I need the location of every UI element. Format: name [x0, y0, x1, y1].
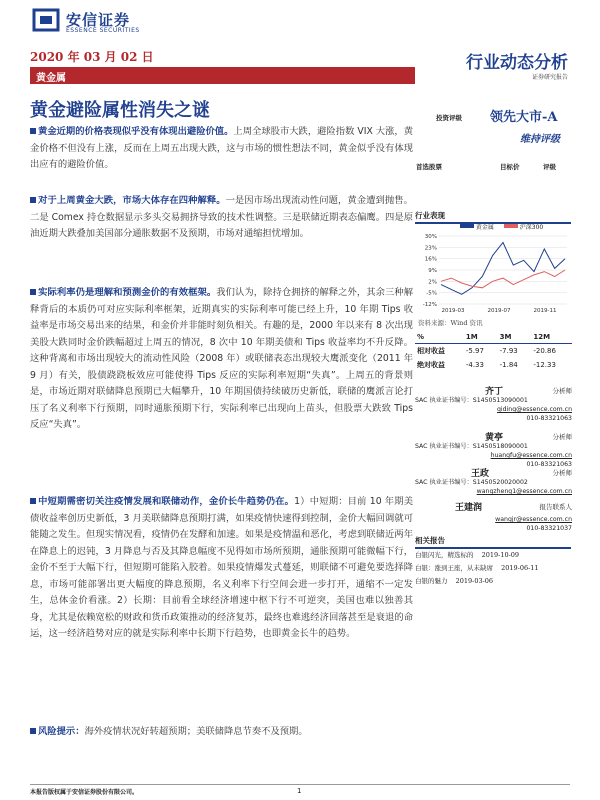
y-tick-label: 23% — [424, 245, 437, 252]
perf-title: 行业表现 — [415, 210, 571, 224]
x-tick-label: 2019-03 — [441, 308, 465, 314]
chart-source: 资料来源：Wind 资讯 — [418, 319, 483, 327]
x-tick-label: 2019-11 — [533, 308, 557, 314]
analyst-role: 分析师 — [552, 433, 572, 441]
logo-subtext: ESSENCE SECURITIES — [66, 27, 140, 34]
page-title: 黄金避险属性消失之谜 — [30, 100, 210, 121]
sector-bar — [30, 67, 415, 84]
analyst-name: 齐丁 — [485, 387, 504, 397]
analyst-phone: 010-83321063 — [526, 415, 572, 422]
rating-action: 维持评级 — [520, 134, 560, 145]
paragraph-3: 实际利率仍是理解和预测金价的有效框架。我们认为，除持仓拥挤的解释之外，其余三种解释背后的本质仍可对应实际利率框架，近期真实的实际利率可能已经上升，10 年期 Tips 收益率是市场交易出来的结果，和金价并非能时刻负相关。有趣的是，2000 年以来有 8 次出现美股大跌同时金价跌幅超过上周五的情况，8 次中 10 年期美债和 Tips 收益率均不升反降。这种背离和市场出现较大的流动性风险（2008 年）或联储表态出现较大鹰派变化（2011 年 9 月）有关，股债跷跷板效应可能使得 Tips 反应的实际利率短期“失真”。上周五的背景则是，市场近期对联储降息预期已大幅攀升，10 年期国债持续破历史新低，联储的鹰派言论打压了名义利率下行预期，同时通胀预期下行，实际利率已出现向上苗头，但股票大跌致 Tips 反应“失真”。 — [30, 287, 413, 430]
table-header-row: % 1M 3M 12M — [415, 331, 572, 344]
report-type: 行业动态分析 — [466, 53, 568, 73]
analyst-phone: 010-83321063 — [526, 461, 572, 468]
analyst-block-1 — [415, 384, 572, 423]
footer-divider — [30, 784, 570, 785]
paragraph-1: 黄金近期的价格表现似乎没有体现出避险价值。上周全球股市大跌，避险指数 VIX 大涨，黄金价格不但没有上涨，反而在上周五出现大跌，这与市场的惯性想法不同，黄金似乎没有体现出应有的避险价值。 — [30, 126, 413, 170]
y-tick-label: -5% — [426, 290, 437, 297]
y-tick-label: 2% — [428, 279, 437, 286]
related-item[interactable] — [415, 562, 572, 575]
report-date: 2020 年 03 月 02 日 — [30, 50, 154, 64]
table-row: 绝对收益 -4.33 -1.84 -12.33 — [417, 360, 556, 369]
stock-col-target: 目标价 — [500, 163, 520, 171]
series-line-0 — [441, 243, 565, 295]
analyst-name: 王建润 — [455, 503, 483, 513]
analyst-email[interactable]: huangfu@essence.com.cn — [490, 452, 572, 459]
stock-col-name: 首选股票 — [416, 163, 442, 171]
analyst-phone: 010-83321037 — [526, 525, 572, 532]
paragraph-4: 中短期需密切关注疫情发展和联储动作，金价长牛趋势仍在。1）中短期：目前 10 年期美债收益率创历史新低，3 月美联储降息预期打满，如果疫情快速得到控制，金价大幅回调就可能随之发生。但现实情况看，疫情仍在发酵和加速。如果是疫情温和恶化，考虑到联储近两年在降息上的迟钝，3 月降息与否及其降息幅度不见得如市场所预期，通胀预期可能微幅下行，金价不至于大幅下行，但短期可能陷入胶着。如果疫情爆发式蔓延，则联储不可避免要选择降息，市场可能部署出更大幅度的降息预期，名义利率下行空间会进一步打开，通缩不一定发生，总体金价看涨。2）长期：目前看全球经济增速中枢下行不可逆突，美国也难以独善其身，尤其是依赖宽松的财政和货币政策推动的经济复苏，最终也难逃经济回落甚至是衰退的命运，这一经济趋势对应的就是实际利率中长期下行趋势，也即黄金长牛的趋势。 — [30, 496, 413, 639]
analyst-email[interactable]: qiding@essence.com.cn — [497, 406, 572, 413]
analyst-name: 黄亭 — [485, 433, 504, 443]
page-number: 1 — [297, 787, 302, 795]
y-tick-label: 30% — [424, 234, 437, 240]
analyst-sac: SAC 执业证书编号：S1450518090001 — [415, 443, 528, 450]
analyst-block-2 — [415, 430, 572, 469]
rating-label: 投资评级 — [436, 114, 462, 122]
analyst-block-3 — [415, 466, 572, 496]
logo-text: 安信证券 — [66, 11, 131, 29]
bullet-icon — [30, 128, 36, 134]
table-row: 相对收益 -5.97 -7.93 -20.86 — [417, 346, 556, 355]
bullet-icon — [30, 289, 36, 295]
report-subtype: 证券研究报告 — [531, 74, 568, 81]
x-tick-label: 2019-07 — [487, 308, 511, 314]
analyst-sac: SAC 执业证书编号：S1450520020002 — [415, 479, 528, 486]
y-tick-label: -12% — [422, 302, 437, 308]
related-item-title: 白银：涨到王座，从未缺席 — [415, 564, 493, 572]
paragraph-5: 风险提示：海外疫情状况好转超预期；美联储降息节奏不及预期。 — [30, 724, 413, 741]
related-item[interactable] — [415, 575, 572, 588]
rating-value: 领先大市-A — [490, 110, 558, 125]
analyst-block-4 — [415, 500, 572, 533]
y-tick-label: 9% — [428, 268, 437, 274]
legend-hs300: 沪深300 — [519, 224, 544, 231]
analyst-role: 报告联系人 — [539, 503, 572, 511]
related-item-title: 白银的魅力 — [415, 577, 448, 585]
analyst-sac: SAC 执业证书编号：S1450513090001 — [415, 397, 528, 404]
bullet-icon — [30, 498, 36, 504]
analyst-email[interactable]: wangzheng1@essence.com.cn — [476, 488, 572, 495]
performance-chart — [415, 228, 572, 314]
bullet-icon — [30, 728, 36, 734]
related-item-date: 2019-06-11 — [501, 564, 539, 572]
related-item-date: 2019-10-09 — [481, 551, 520, 559]
related-title: 相关报告 — [415, 535, 571, 549]
footer-text: 本报告版权属于安信证券股份有限公司。 — [30, 789, 139, 796]
sector-label: 黄金属 — [36, 73, 66, 84]
related-item[interactable] — [415, 549, 572, 562]
bullet-icon — [30, 197, 36, 203]
analyst-role: 分析师 — [552, 387, 572, 395]
analyst-name: 王政 — [471, 469, 490, 479]
logo-icon — [32, 8, 60, 32]
related-item-date: 2019-03-06 — [455, 577, 494, 585]
related-item-title: 白银闪光，精选标的 — [415, 551, 474, 559]
series-line-1 — [441, 270, 565, 288]
y-tick-label: 16% — [424, 256, 437, 263]
paragraph-2: 对于上周黄金大跌，市场大体存在四种解释。一是因市场出现流动性问题，黄金遭到抛售。二是 Comex 持仓数据显示多头交易拥挤导致的技术性调整。三是联储近期表态偏鹰。四是原油近期大跌叠加美国部分通胀数据不及预期，市场对通缩担忧增加。 — [30, 195, 413, 239]
performance-table — [415, 331, 572, 372]
analyst-role: 分析师 — [552, 469, 572, 477]
legend-gold: 黄金属 — [475, 224, 494, 231]
analyst-email[interactable]: wangjr@essence.com.cn — [495, 516, 572, 523]
stock-col-rating: 评级 — [543, 163, 556, 171]
